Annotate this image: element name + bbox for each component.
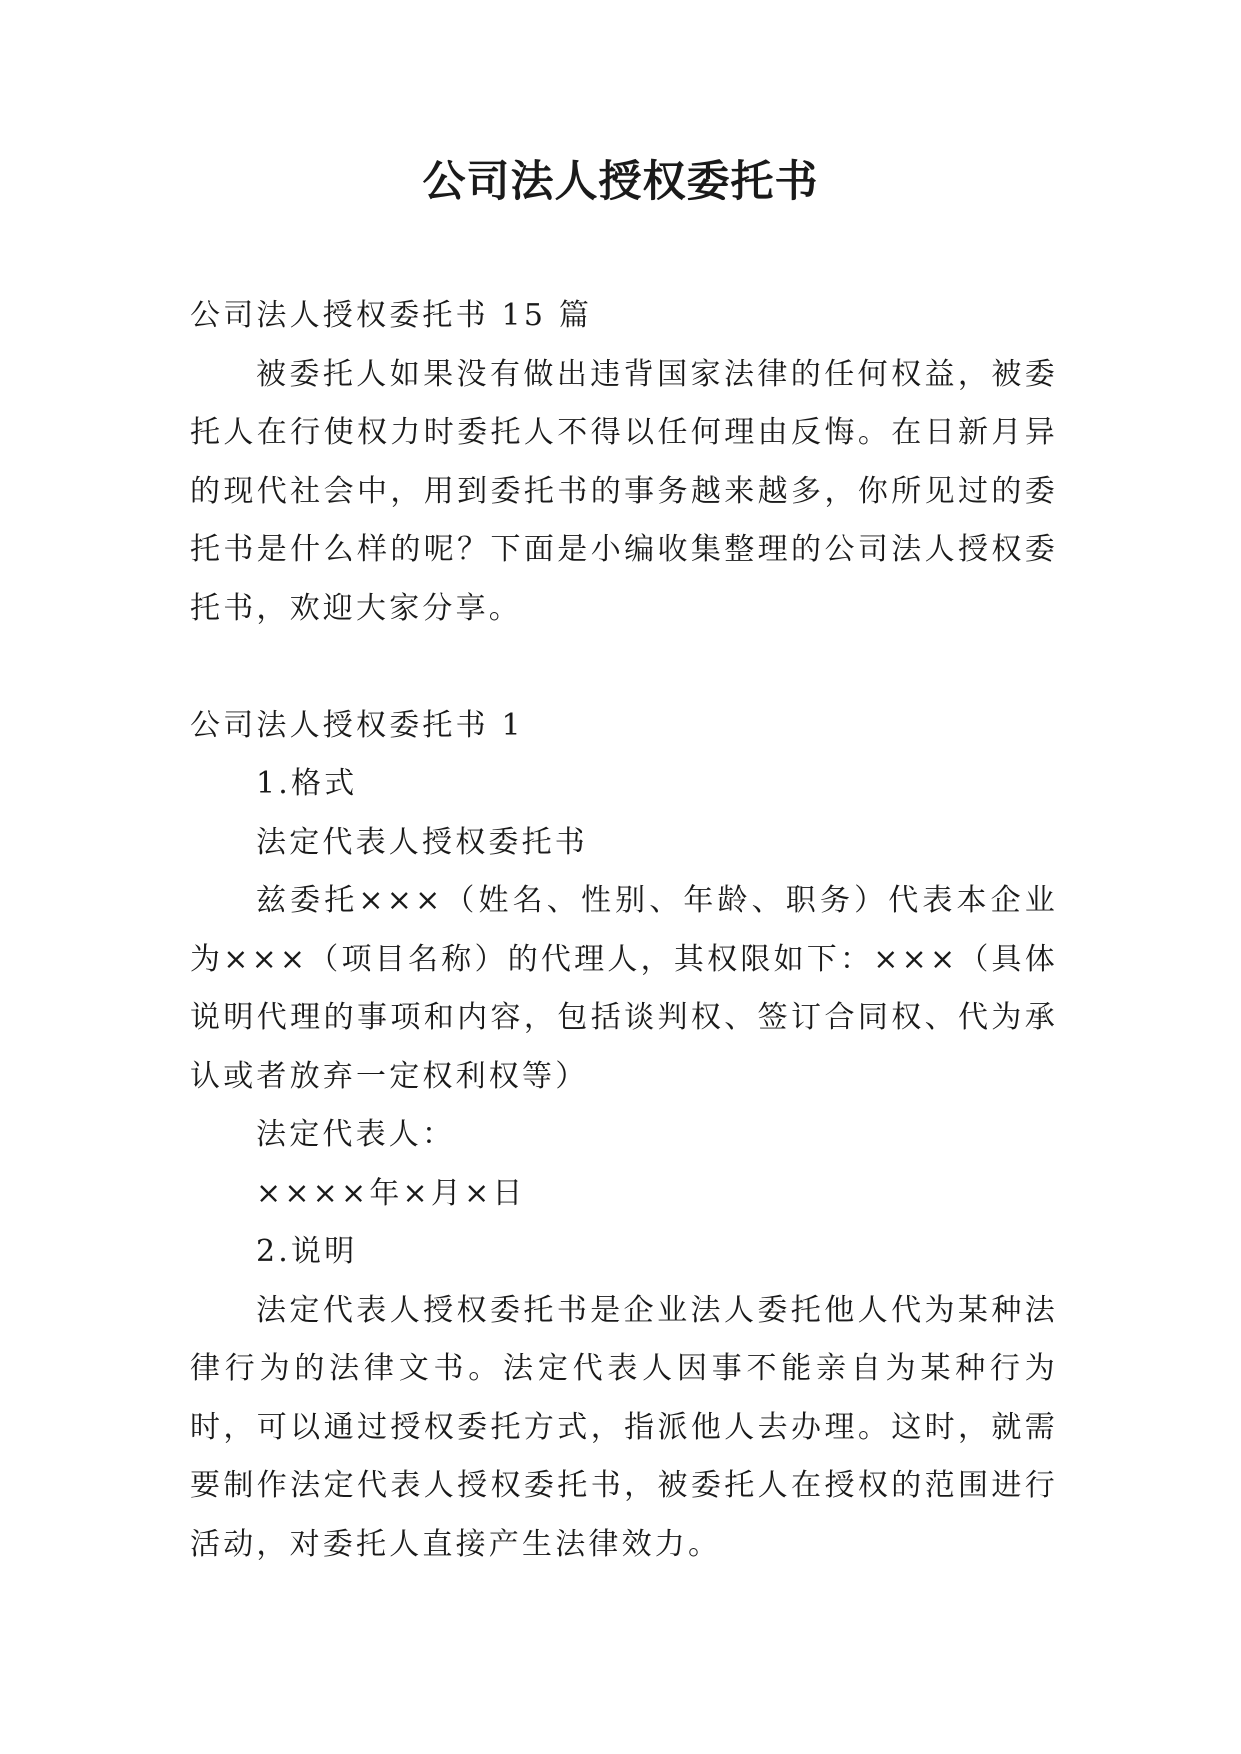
collection-subtitle: 公司法人授权委托书 15 篇 bbox=[190, 298, 593, 333]
explanation-paragraph: 法定代表人授权委托书是企业法人委托他人代为某种法律行为的法律文书。法定代表人因事不能亲自为某种行为时，可以通过授权委托方式，指派他人去办理。这时，就需要制作法定代表人授权委托书，被委托人在授权的范围进行活动，对委托人直接产生法律效力。 bbox=[190, 1292, 1058, 1562]
section-heading: 公司法人授权委托书 1 bbox=[190, 707, 524, 743]
form-body-paragraph: 兹委托×××（姓名、性别、年龄、职务）代表本企业为×××（项目名称）的代理人，其权限如下：×××（具体说明代理的事项和内容，包括谈判权、签订合同权、代为承认或者放弃一定权利权等） bbox=[190, 883, 1058, 1094]
signature-label: 法定代表人： bbox=[256, 1117, 456, 1152]
form-title: 法定代表人授权委托书 bbox=[256, 824, 588, 860]
section-spacer bbox=[190, 638, 1058, 697]
document-body bbox=[190, 287, 1058, 1574]
format-heading: 1.格式 bbox=[256, 766, 358, 801]
document-title: 公司法人授权委托书 bbox=[422, 157, 819, 207]
intro-paragraph: 被委托人如果没有做出违背国家法律的任何权益，被委托人在行使权力时委托人不得以任何理由反悔。在日新月异的现代社会中，用到委托书的事务越来越多，你所见过的委托书是什么样的呢？下面是小编收集整理的公司法人授权委托书，欢迎大家分享。 bbox=[190, 356, 1058, 626]
date-line: ××××年×月×日 bbox=[256, 1175, 526, 1211]
explanation-heading: 2.说明 bbox=[256, 1234, 358, 1269]
